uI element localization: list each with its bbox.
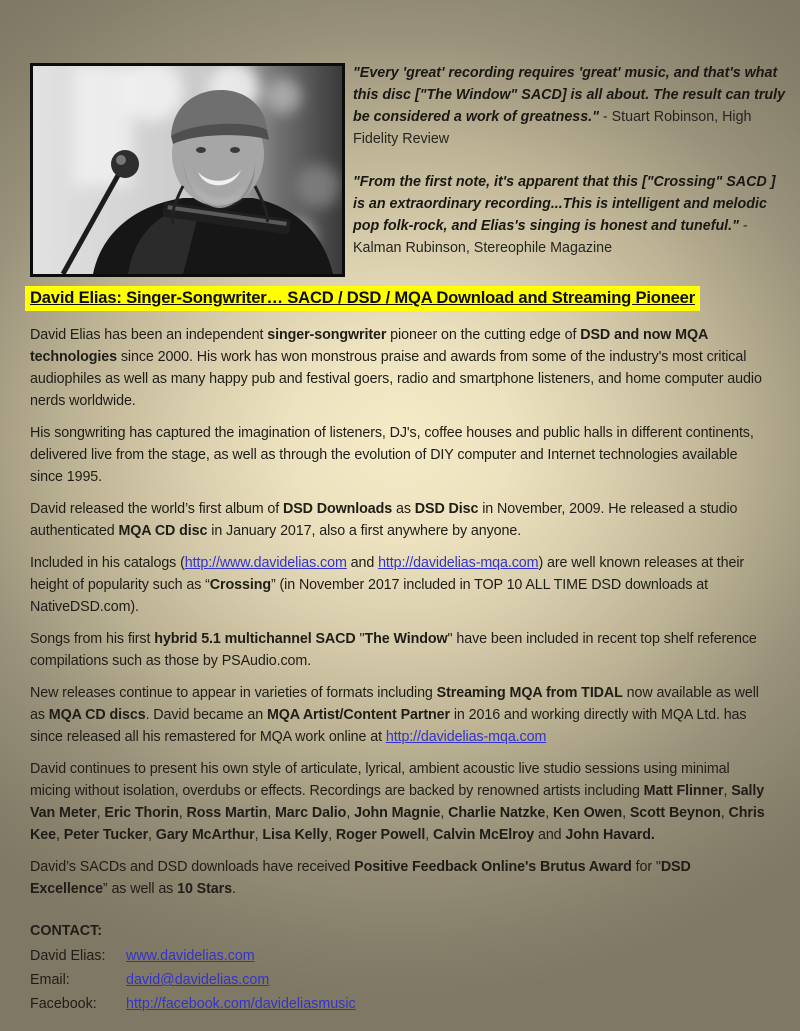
text: and <box>346 555 379 571</box>
text: , <box>440 805 449 821</box>
text: " have been included in recent top shelf reference compilations such as those by PSAudio.com. <box>30 631 757 669</box>
text: , <box>178 805 187 821</box>
contact-link[interactable]: david@davidelias.com <box>126 972 270 988</box>
bold-text: singer-songwriter <box>267 327 387 343</box>
contact-row <box>30 944 772 968</box>
headline-text: David Elias: Singer-Songwriter… SACD / DSD / MQA Download and Streaming Pioneer <box>25 286 700 311</box>
bold-text: The Window <box>364 631 448 647</box>
text: ” (in November 2017 included in TOP 10 ALL TIME DSD downloads at NativeDSD.com). <box>30 577 709 615</box>
text: now available as well as <box>30 685 759 723</box>
contact-label: Facebook: <box>30 996 97 1012</box>
bold-text: Streaming MQA from TIDAL <box>436 685 623 701</box>
bold-text: DSD and now MQA technologies <box>30 327 708 365</box>
text: Included in his catalogs ( <box>30 555 185 571</box>
text: as <box>392 501 415 517</box>
bold-text: Marc Dalio <box>275 805 347 821</box>
bold-text: hybrid 5.1 multichannel SACD <box>154 631 356 647</box>
text: , <box>720 805 729 821</box>
bold-text: MQA CD discs <box>48 707 146 723</box>
text: , <box>723 783 732 799</box>
bold-text: DSD Downloads <box>283 501 393 517</box>
bold-text: John Magnie <box>354 805 441 821</box>
bold-text: John Havard. <box>565 827 655 843</box>
bold-text: Scott Beynon <box>629 805 721 821</box>
quote <box>353 171 791 259</box>
text: , <box>425 827 433 843</box>
quote-text: "From the first note, it's apparent that this ["Crossing" SACD ] is an extraordinary recording...This is intelligent and melodic pop folk-rock, and Elias's singing is honest and tuneful." <box>353 174 776 234</box>
text: David released the world’s first album of <box>30 501 283 517</box>
bold-text: MQA CD disc <box>118 523 208 539</box>
bold-text: Calvin McElroy <box>433 827 535 843</box>
bold-text: Charlie Natzke <box>448 805 546 821</box>
text: since 2000. His work has won monstrous praise and awards from some of the industry's most critical audiophiles as well as many happy pub and festival goers, radio and smartphone listeners, and home computer audio nerds worldwide. <box>30 349 762 409</box>
paragraph <box>30 422 772 488</box>
paragraph <box>30 856 772 900</box>
paragraph <box>30 628 772 672</box>
artist-photo <box>30 63 345 277</box>
artist-photo-graphic <box>33 66 342 274</box>
bold-text: Crossing <box>209 577 271 593</box>
text: . <box>231 881 236 897</box>
text: , <box>254 827 263 843</box>
text: , <box>148 827 156 843</box>
text: in November, 2009. He released a studio authenticated <box>30 501 738 539</box>
text: , <box>328 827 336 843</box>
contact-link[interactable]: www.davidelias.com <box>126 948 255 964</box>
bold-text: Peter Tucker <box>63 827 149 843</box>
contact-label: David Elias: <box>30 948 106 964</box>
text: , <box>346 805 355 821</box>
bold-text: Sally Van Meter <box>30 783 765 821</box>
paragraph <box>30 324 772 412</box>
bold-text: Eric Thorin <box>104 805 179 821</box>
text: ) are well known releases at their height of popularity such as “ <box>30 555 745 593</box>
contact-row <box>30 992 772 1016</box>
paragraph <box>30 552 772 618</box>
contact-row <box>30 968 772 992</box>
bold-text: Chris Kee <box>30 805 765 843</box>
bold-text: Ross Martin <box>186 805 268 821</box>
paragraph <box>30 498 772 542</box>
text-link[interactable]: http://davidelias-mqa.com <box>378 555 539 571</box>
bold-text: DSD Disc <box>414 501 479 517</box>
bold-text: Matt Flinner <box>643 783 724 799</box>
quote-attribution: - Kalman Rubinson, Stereophile Magazine <box>353 218 748 256</box>
contact-heading: CONTACT: <box>30 923 103 939</box>
text: His songwriting has captured the imagination of listeners, DJ's, coffee houses and public halls in different continents, delivered live from the stage, as well as through the evolution of DIY computer and Internet technologies available since 1995. <box>30 425 754 485</box>
text: . David became an <box>145 707 267 723</box>
text: for " <box>631 859 661 875</box>
text: , <box>622 805 630 821</box>
quote-text: "Every 'great' recording requires 'great' music, and that's what this disc ["The Window" SACD] is all about. The result can truly be considered a work of greatness." <box>353 65 786 125</box>
contact-section <box>30 920 772 1016</box>
paragraph <box>30 682 772 748</box>
bold-text: Positive Feedback Online's Brutus Award <box>354 859 632 875</box>
bold-text: MQA Artist/Content Partner <box>266 707 450 723</box>
text: , <box>55 827 64 843</box>
bold-text: Gary McArthur <box>155 827 255 843</box>
text: , <box>96 805 105 821</box>
text: and <box>534 827 566 843</box>
review-quotes <box>353 62 791 280</box>
quote <box>353 62 791 150</box>
text: ” as well as <box>102 881 178 897</box>
body-paragraphs <box>30 324 772 900</box>
bold-text: Roger Powell <box>335 827 426 843</box>
text-link[interactable]: http://www.davidelias.com <box>184 555 347 571</box>
text: New releases continue to appear in varieties of formats including <box>30 685 437 701</box>
text: Songs from his first <box>30 631 155 647</box>
headline <box>25 286 700 311</box>
contact-link[interactable]: http://facebook.com/davideliasmusic <box>126 996 356 1012</box>
body-content <box>30 324 772 1016</box>
text-link[interactable]: http://davidelias-mqa.com <box>385 729 547 745</box>
paragraph <box>30 758 772 846</box>
contact-rows <box>30 944 772 1016</box>
text: in 2016 and working directly with MQA Ltd. has since released all his remastered for MQA work online at <box>30 707 747 745</box>
text: " <box>355 631 365 647</box>
text: David continues to present his own style of articulate, lyrical, ambient acoustic live studio sessions using minimal micing without isolation, overdubs or effects. Recordings are backed by renowned artists including <box>30 761 730 799</box>
quote-attribution: - Stuart Robinson, High Fidelity Review <box>353 109 752 147</box>
bold-text: DSD Excellence <box>30 859 691 897</box>
text: in January 2017, also a first anywhere by anyone. <box>207 523 522 539</box>
bold-text: Ken Owen <box>552 805 623 821</box>
text: pioneer on the cutting edge of <box>386 327 581 343</box>
text: , <box>545 805 553 821</box>
text: , <box>267 805 275 821</box>
bold-text: 10 Stars <box>177 881 232 897</box>
contact-label: Email: <box>30 972 70 988</box>
text: David’s SACDs and DSD downloads have received <box>30 859 355 875</box>
text: David Elias has been an independent <box>30 327 268 343</box>
bold-text: Lisa Kelly <box>262 827 329 843</box>
